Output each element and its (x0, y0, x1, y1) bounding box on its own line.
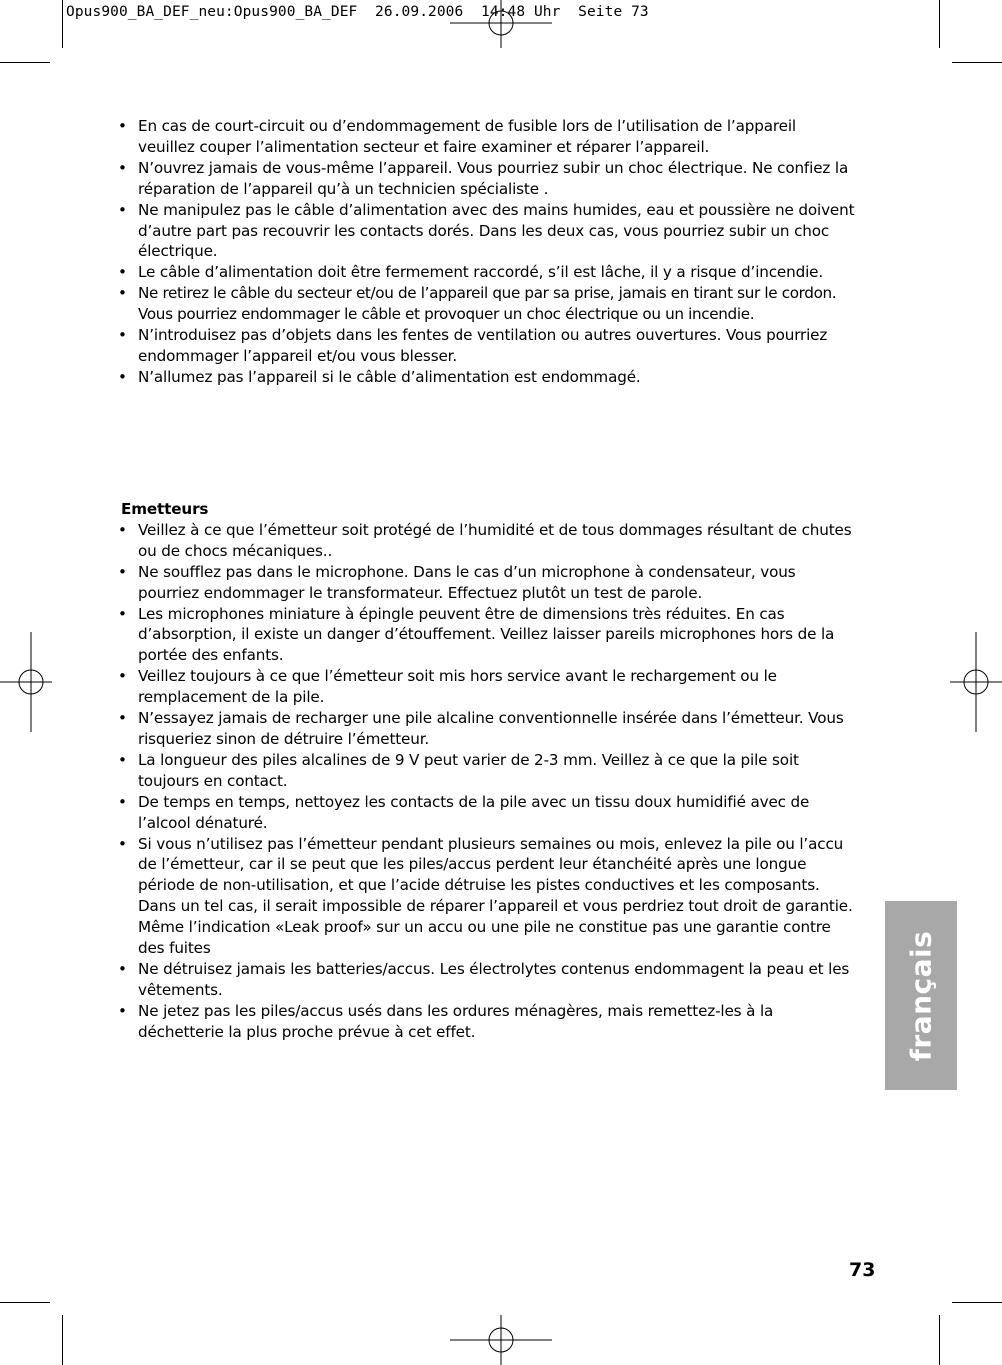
safety-instructions-section (112, 116, 857, 388)
bullet-icon: • (118, 117, 127, 135)
registration-mark-top-icon (450, 0, 552, 48)
bullet-icon: • (118, 667, 127, 686)
list-item: • Le câble d’alimentation doit être fermement raccordé, s’il est lâche, il y a risque d’incendie. (118, 263, 824, 282)
bullet-icon: • (118, 750, 127, 769)
bullet-icon: • (118, 834, 127, 853)
bullet-icon: • (118, 326, 127, 345)
crop-mark-bottom-right-horizontal (952, 1302, 1002, 1303)
bullet-icon: • (118, 959, 127, 978)
list-item: • En cas de court-circuit ou d’endommagement de fusible lors de l’utilisation de l’appareil veuillez couper l’alimentation secteur et faire examiner et réparer l’appareil. (118, 117, 796, 156)
bullet-icon: • (118, 158, 127, 177)
registration-mark-right-icon (950, 632, 1002, 732)
list-item: • Ne soufflez pas dans le microphone. Dans le cas d’un microphone à condensateur, vous pourriez endommager le transformateur. Effectuez plutôt un test de parole. (118, 562, 796, 602)
list-item: • Ne manipulez pas le câble d’alimentation avec des mains humides, eau et poussière ne doivent d’autre part pas recouvrir les contacts dorés. Dans les deux cas, vous pourriez subir un choc électrique. (118, 200, 855, 261)
bullet-icon: • (118, 284, 127, 303)
print-slug-header: Opus900_BA_DEF_neu:Opus900_BA_DEF 26.09.2006 14:48 Uhr Seite 73 (66, 4, 649, 20)
crop-mark-top-right-vertical (939, 0, 940, 48)
list-item: • N’essayez jamais de recharger une pile alcaline conventionnelle insérée dans l’émetteur. Vous risqueriez sinon de détruire l’émetteur. (118, 709, 844, 748)
list-item: • N’allumez pas l’appareil si le câble d’alimentation est endommagé. (118, 367, 641, 386)
list-item: • De temps en temps, nettoyez les contacts de la pile avec un tissu doux humidifié avec de l’alcool dénaturé. (118, 792, 810, 832)
list-item: • Ne détruisez jamais les batteries/accus. Les électrolytes contenus endommagent la peau et les vêtements. (118, 959, 850, 999)
list-item: • N’ouvrez jamais de vous-même l’appareil. Vous pourriez subir un choc électrique. Ne confiez la réparation de l’appareil qu’à un technicien spécialiste . (118, 158, 849, 198)
list-item: • N’introduisez pas d’objets dans les fentes de ventilation ou autres ouvertures. Vous pourriez endommager l’appareil et/ou vous blesser. (118, 326, 828, 365)
list-item: • Si vous n’utilisez pas l’émetteur pendant plusieurs semaines ou mois, enlevez la pile ou l’accu de l’émetteur, car il se peut que les piles/accus perdent leur étanchéité après une longue période de non-utilisation, et que l’acide détruise les pistes conductives et les composants. Dans un tel cas, il serait impossible de réparer l’appareil et vous perdriez tout droit de garantie. Même l’indication «Leak proof» sur un accu ou une pile ne constitue pas une garantie contre des fuites (118, 834, 853, 958)
bullet-icon: • (118, 367, 127, 386)
list-item: • Ne jetez pas les piles/accus usés dans les ordures ménagères, mais remettez-les à la déchetterie la plus proche prévue à cet effet. (118, 1001, 774, 1041)
list-item: • Veillez toujours à ce que l’émetteur soit mis hors service avant le rechargement ou le remplacement de la pile. (118, 667, 777, 707)
safety-list (112, 116, 857, 388)
language-tab-label: français (904, 930, 938, 1061)
bullet-icon: • (118, 792, 127, 811)
list-item: • Les microphones miniature à épingle peuvent être de dimensions très réduites. En cas d’absorption, il existe un danger d’étouffement. Veillez laisser pareils microphones hors de la portée des enfants. (118, 604, 835, 665)
crop-mark-top-left-horizontal (0, 62, 50, 63)
bullet-icon: • (118, 200, 127, 219)
crop-mark-bottom-right-vertical (939, 1315, 940, 1365)
bullet-icon: • (118, 1001, 127, 1020)
list-item: • Veillez à ce que l’émetteur soit protégé de l’humidité et de tous dommages résultant de chutes ou de chocs mécaniques.. (118, 520, 852, 560)
language-tab (885, 901, 957, 1090)
list-item: • La longueur des piles alcalines de 9 V peut varier de 2-3 mm. Veillez à ce que la pile soit toujours en contact. (118, 750, 799, 790)
bullet-icon: • (118, 263, 127, 282)
emetteurs-list (112, 520, 857, 1043)
page-number: 73 (849, 1259, 876, 1281)
registration-mark-left-icon (0, 632, 52, 732)
emetteurs-section (112, 499, 857, 1043)
crop-mark-bottom-left-horizontal (0, 1302, 50, 1303)
bullet-icon: • (118, 520, 127, 539)
crop-mark-bottom-left-vertical (62, 1315, 63, 1365)
registration-mark-bottom-icon (450, 1315, 552, 1365)
section-heading: Emetteurs (121, 500, 209, 518)
list-item: • Ne retirez le câble du secteur et/ou de l’appareil que par sa prise, jamais en tirant sur le cordon. Vous pourriez endommager le câble et provoquer un choc électrique ou un incendie. (118, 284, 837, 324)
bullet-icon: • (118, 709, 127, 728)
bullet-icon: • (118, 562, 127, 581)
crop-mark-top-right-horizontal (952, 62, 1002, 63)
crop-mark-top-left-vertical (62, 0, 63, 48)
bullet-icon: • (118, 604, 127, 623)
